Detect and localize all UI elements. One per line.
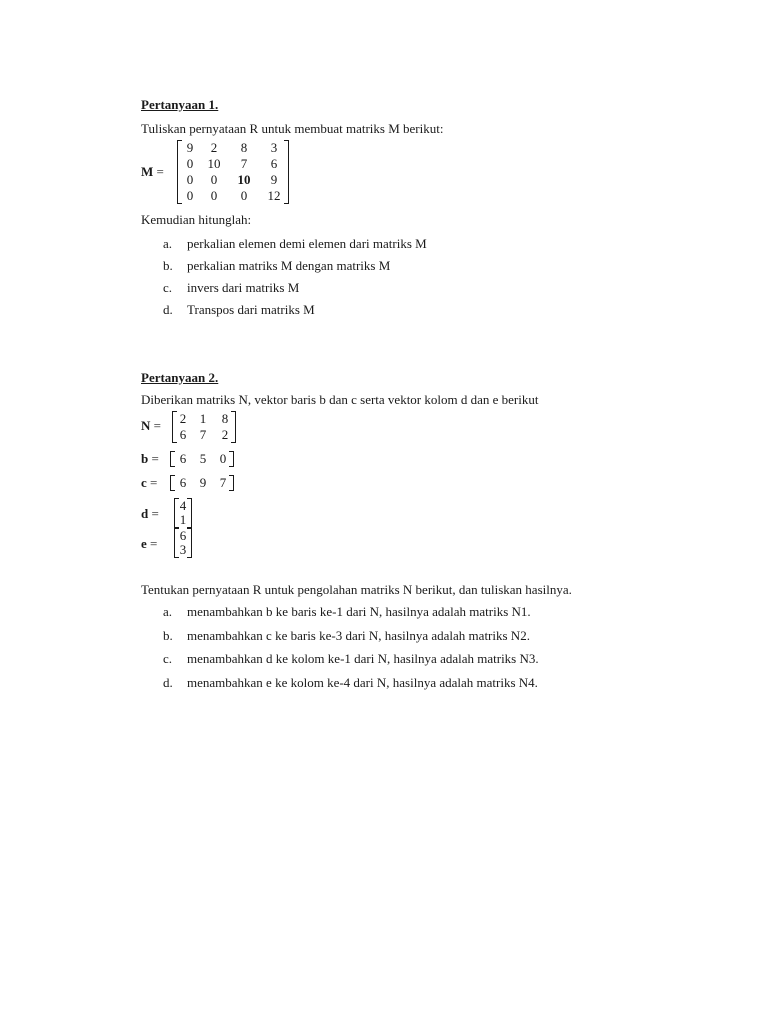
list-marker: d. bbox=[163, 675, 173, 690]
equals-sign: = bbox=[150, 475, 158, 490]
list-marker: c. bbox=[163, 651, 173, 666]
matrix-cell: 6 bbox=[270, 156, 278, 171]
equals-sign: = bbox=[151, 506, 159, 521]
vector-d bbox=[174, 498, 192, 528]
vector-e bbox=[174, 528, 192, 558]
q2-intro: Diberikan matriks N, vektor baris b dan c serta vektor kolom d dan e berikut bbox=[141, 392, 539, 407]
vector-c-name: c bbox=[141, 475, 147, 490]
vector-cell: 0 bbox=[219, 451, 227, 466]
matrix-cell: 0 bbox=[186, 172, 194, 187]
q2-list-item bbox=[163, 651, 539, 667]
list-marker: c. bbox=[163, 280, 173, 295]
matrix-cell: 10 bbox=[207, 156, 221, 171]
matrix-cell: 2 bbox=[210, 140, 218, 155]
matrix-cell: 0 bbox=[186, 156, 194, 171]
vector-cell: 3 bbox=[179, 542, 187, 557]
matrix-cell: 3 bbox=[270, 140, 278, 155]
equals-sign: = bbox=[150, 536, 158, 551]
matrix-cell: 0 bbox=[210, 188, 218, 203]
list-marker: a. bbox=[163, 604, 173, 619]
vector-cell: 9 bbox=[199, 475, 207, 490]
q2-list-item bbox=[163, 675, 538, 691]
vector-cell: 7 bbox=[219, 475, 227, 490]
vector-d-label bbox=[141, 506, 159, 522]
matrix-m bbox=[177, 140, 289, 204]
list-text: Transpos dari matriks M bbox=[187, 302, 315, 317]
list-marker: b. bbox=[163, 628, 173, 643]
vector-cell: 4 bbox=[179, 498, 187, 513]
list-text: perkalian elemen demi elemen dari matriks M bbox=[187, 236, 427, 251]
q1-heading: Pertanyaan 1. bbox=[141, 97, 219, 112]
matrix-cell: 0 bbox=[186, 188, 194, 203]
matrix-cell: 8 bbox=[240, 140, 248, 155]
matrix-cell: 2 bbox=[221, 427, 229, 442]
equals-sign: = bbox=[151, 451, 159, 466]
matrix-cell: 8 bbox=[221, 411, 229, 426]
list-marker: d. bbox=[163, 302, 173, 317]
q2-instruction: Tentukan pernyataan R untuk pengolahan matriks N berikut, dan tuliskan hasilnya. bbox=[141, 582, 572, 597]
vector-cell: 6 bbox=[179, 528, 187, 543]
vector-cell: 6 bbox=[179, 451, 187, 466]
matrix-cell: 6 bbox=[179, 427, 187, 442]
q2-heading: Pertanyaan 2. bbox=[141, 370, 219, 385]
matrix-cell: 12 bbox=[267, 188, 281, 203]
q1-intro: Tuliskan pernyataan R untuk membuat matriks M berikut: bbox=[141, 121, 444, 136]
q1-then: Kemudian hitunglah: bbox=[141, 212, 252, 227]
vector-cell: 1 bbox=[179, 512, 187, 527]
vector-e-label bbox=[141, 536, 157, 552]
vector-cell: 6 bbox=[179, 475, 187, 490]
list-text: invers dari matriks M bbox=[187, 280, 300, 295]
list-text: menambahkan e ke kolom ke-4 dari N, hasilnya adalah matriks N4. bbox=[187, 675, 538, 690]
q1-list-item bbox=[163, 236, 427, 252]
q1-list-item bbox=[163, 258, 390, 274]
matrix-n bbox=[172, 411, 236, 443]
q1-list-item bbox=[163, 280, 299, 296]
matrix-cell: 2 bbox=[179, 411, 187, 426]
q2-list-item bbox=[163, 628, 530, 644]
matrix-cell: 0 bbox=[210, 172, 218, 187]
vector-d-name: d bbox=[141, 506, 149, 521]
q1-list-item bbox=[163, 302, 315, 318]
q2-list-item bbox=[163, 604, 531, 620]
vector-b-label bbox=[141, 451, 159, 467]
matrix-cell: 10 bbox=[237, 172, 251, 187]
matrix-cell: 7 bbox=[240, 156, 248, 171]
vector-b-name: b bbox=[141, 451, 149, 466]
equals-sign: = bbox=[156, 164, 164, 179]
matrix-cell: 7 bbox=[199, 427, 207, 442]
matrix-n-name: N bbox=[141, 418, 151, 433]
vector-e-name: e bbox=[141, 536, 147, 551]
matrix-n-label bbox=[141, 418, 161, 434]
matrix-cell: 0 bbox=[240, 188, 248, 203]
list-text: menambahkan b ke baris ke-1 dari N, hasilnya adalah matriks N1. bbox=[187, 604, 531, 619]
matrix-cell: 9 bbox=[270, 172, 278, 187]
vector-cell: 5 bbox=[199, 451, 207, 466]
vector-b bbox=[170, 451, 234, 467]
list-text: menambahkan c ke baris ke-3 dari N, hasilnya adalah matriks N2. bbox=[187, 628, 530, 643]
equals-sign: = bbox=[153, 418, 161, 433]
vector-c-label bbox=[141, 475, 157, 491]
list-marker: b. bbox=[163, 258, 173, 273]
list-text: menambahkan d ke kolom ke-1 dari N, hasilnya adalah matriks N3. bbox=[187, 651, 539, 666]
list-text: perkalian matriks M dengan matriks M bbox=[187, 258, 391, 273]
matrix-m-name: M bbox=[141, 164, 154, 179]
matrix-cell: 9 bbox=[186, 140, 194, 155]
vector-c bbox=[170, 475, 234, 491]
matrix-cell: 1 bbox=[199, 411, 207, 426]
list-marker: a. bbox=[163, 236, 173, 251]
matrix-m-label bbox=[141, 164, 164, 180]
